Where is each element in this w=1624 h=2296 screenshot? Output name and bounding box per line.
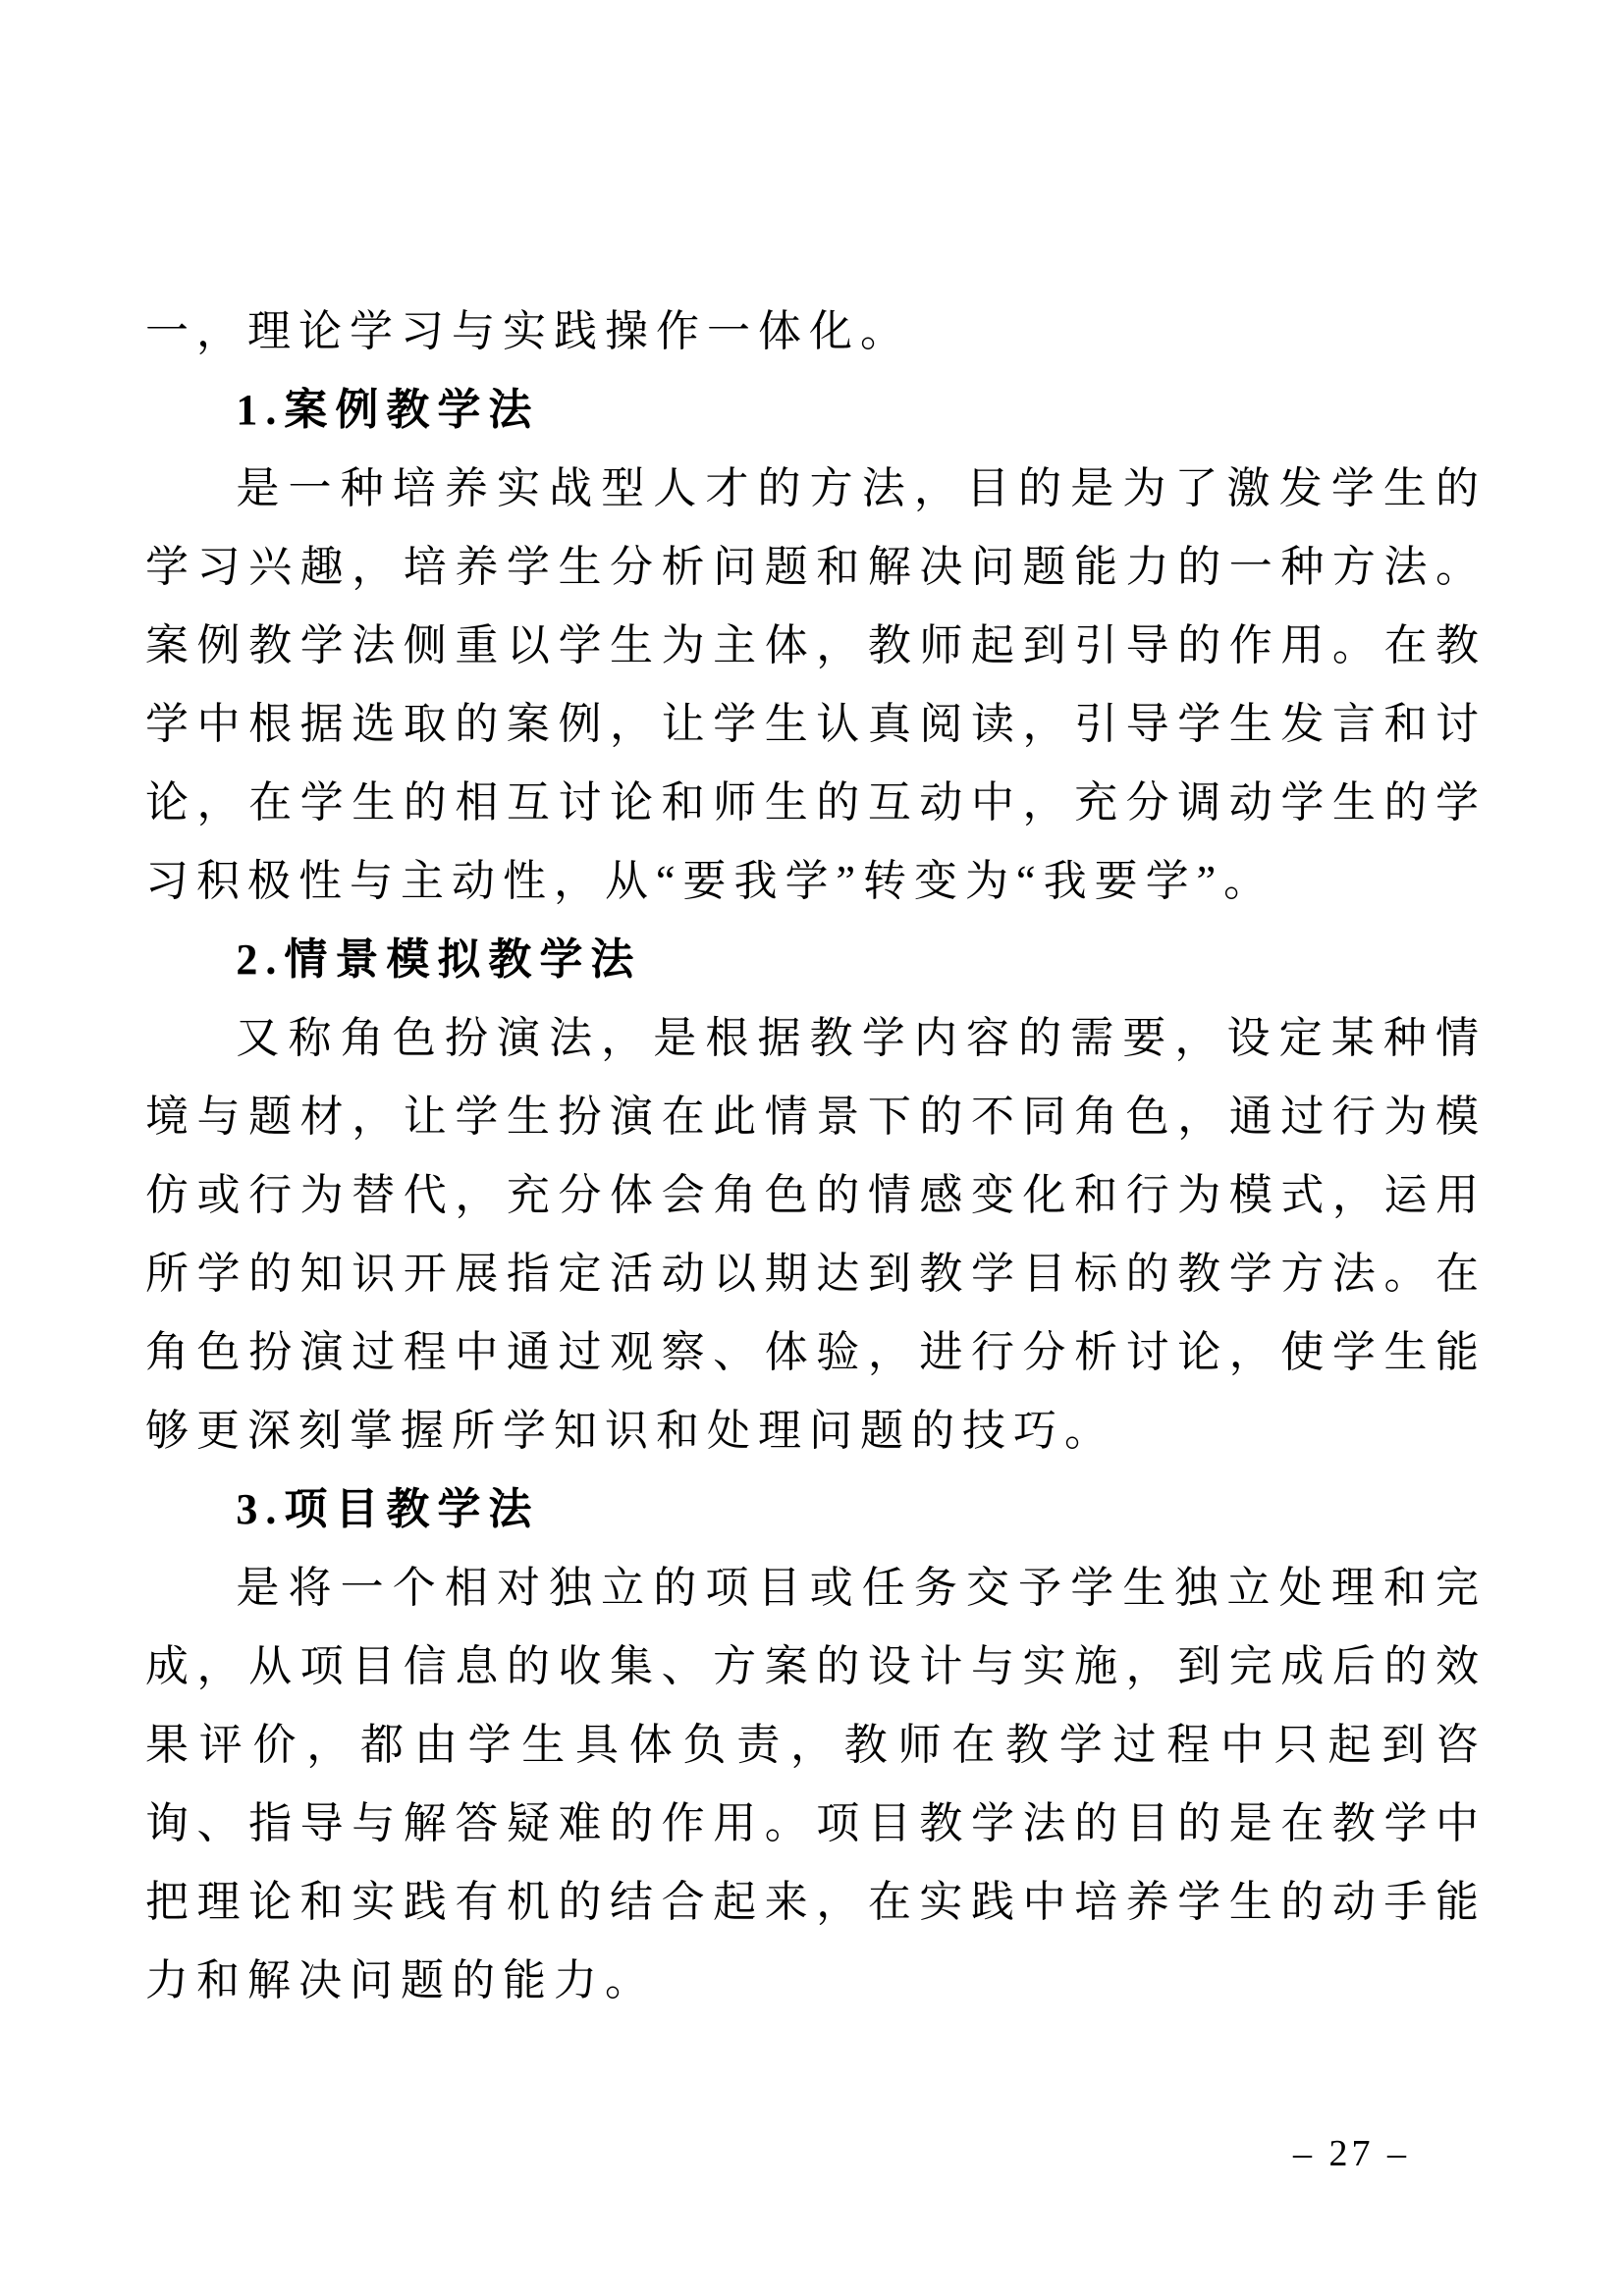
section-2-paragraph: 又称角色扮演法，是根据教学内容的需要，设定某种情境与题材，让学生扮演在此情景下的不同角色，通过行为模仿或行为替代，充分体会角色的情感变化和行为模式，运用所学的知识开展指定活动以期达到教学目标的教学方法。在角色扮演过程中通过观察、体验，进行分析讨论，使学生能够更深刻掌握所学知识和处理问题的技巧。: [145, 1014, 1487, 1455]
section-3-heading: 3.项目教学法: [236, 1485, 540, 1533]
section-1-heading: 1.案例教学法: [236, 386, 540, 434]
intro-line: 一，理论学习与实践操作一体化。: [145, 307, 911, 355]
document-content: [145, 293, 1487, 2020]
section-2-heading: 2.情景模拟教学法: [236, 935, 642, 984]
section-1-paragraph: 是一种培养实战型人才的方法，目的是为了激发学生的学习兴趣，培养学生分析问题和解决问题能力的一种方法。案例教学法侧重以学生为主体，教师起到引导的作用。在教学中根据选取的案例，让学生认真阅读，引导学生发言和讨论，在学生的相互讨论和师生的互动中，充分调动学生的学习积极性与主动性，从“要我学”转变为“我要学”。: [145, 464, 1487, 905]
section-3-paragraph: 是将一个相对独立的项目或任务交予学生独立处理和完成，从项目信息的收集、方案的设计与实施，到完成后的效果评价，都由学生具体负责，教师在教学过程中只起到咨询、指导与解答疑难的作用。项目教学法的目的是在教学中把理论和实践有机的结合起来，在实践中培养学生的动手能力和解决问题的能力。: [145, 1564, 1487, 2004]
page-number: – 27 –: [1293, 2133, 1410, 2174]
